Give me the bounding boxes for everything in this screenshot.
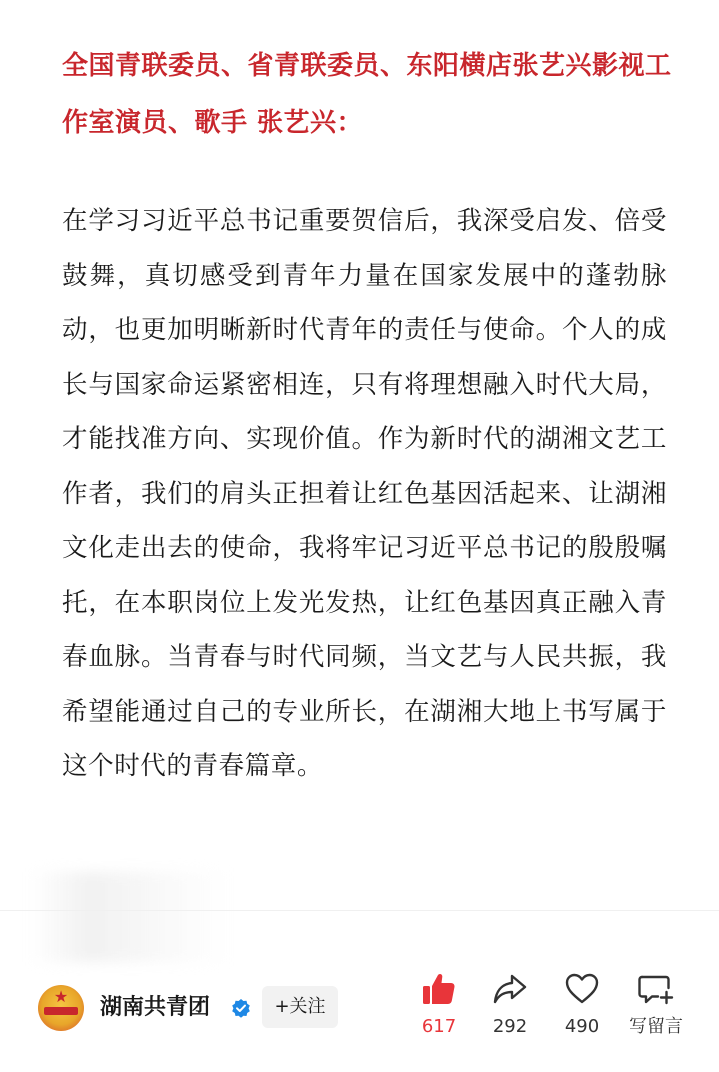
comment-button[interactable]: [621, 972, 691, 1038]
divider: [0, 910, 719, 911]
heart-icon: [564, 972, 600, 1006]
account-name[interactable]: 湖南共青团: [100, 995, 211, 1020]
thumbs-up-icon: [421, 972, 457, 1006]
verified-badge-icon: [231, 998, 251, 1018]
like-count: 617: [421, 1016, 457, 1037]
communist-youth-league-emblem-icon: ★: [53, 987, 69, 1006]
follow-button[interactable]: +关注: [262, 986, 338, 1028]
favorite-count: 490: [564, 1016, 600, 1037]
favorite-button[interactable]: [552, 972, 612, 1038]
emblem-ribbon: [44, 1007, 78, 1015]
like-button[interactable]: [409, 972, 469, 1038]
blurred-region: [30, 872, 230, 962]
comment-label: 写留言: [629, 1016, 683, 1037]
account-avatar[interactable]: [38, 985, 84, 1031]
share-button[interactable]: [480, 972, 540, 1038]
share-arrow-icon: [492, 972, 528, 1006]
share-count: 292: [492, 1016, 528, 1037]
comment-add-icon: [638, 972, 674, 1006]
article-heading: 全国青联委员、省青联委员、东阳横店张艺兴影视工作室演员、歌手 张艺兴：: [62, 51, 672, 138]
article-body: 在学习习近平总书记重要贺信后，我深受启发、倍受鼓舞，真切感受到青年力量在国家发展中的蓬勃脉动，也更加明晰新时代青年的责任与使命。个人的成长与国家命运紧密相连，只有将理想融入时代大局，才能找准方向、实现价值。作为新时代的湖湘文艺工作者，我们的肩头正担着让红色基因活起来、让湖湘文化走出去的使命，我将牢记习近平总书记的殷殷嘱托，在本职岗位上发光发热，让红色基因真正融入青春血脉。当青春与时代同频，当文艺与人民共振，我希望能通过自己的专业所长，在湖湘大地上书写属于这个时代的青春篇章。: [62, 206, 667, 781]
action-bar: [0, 960, 719, 1060]
